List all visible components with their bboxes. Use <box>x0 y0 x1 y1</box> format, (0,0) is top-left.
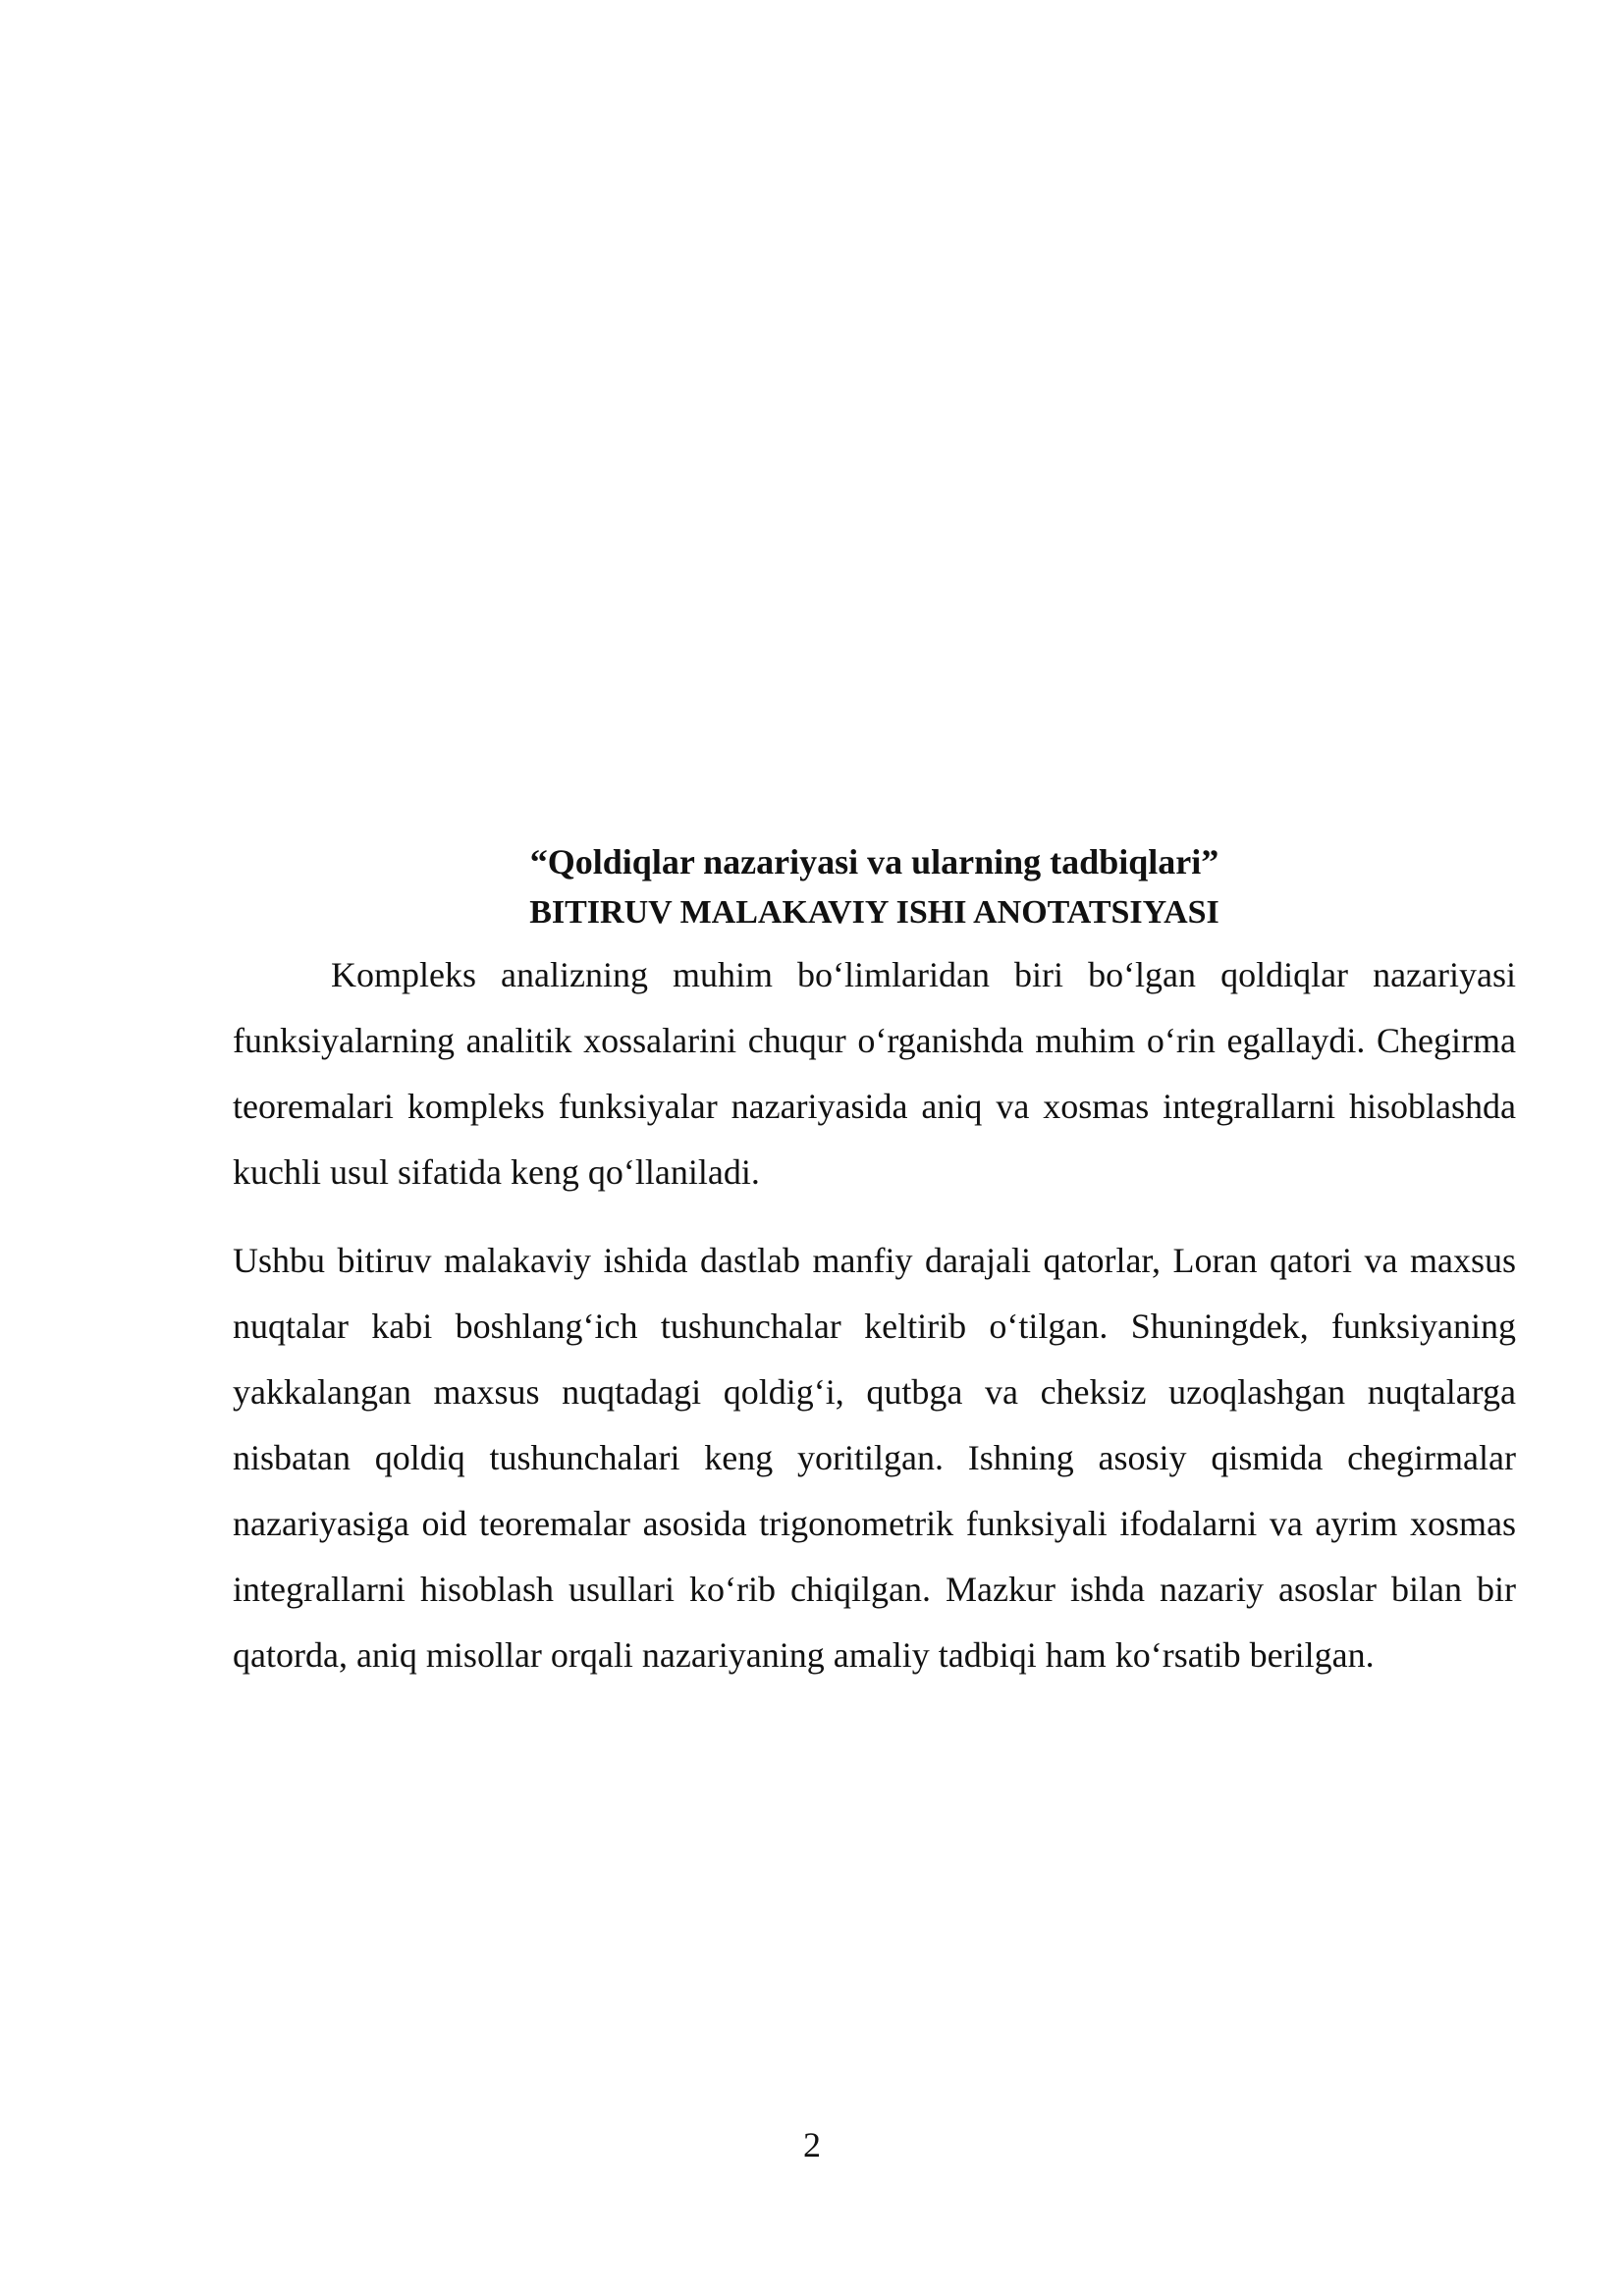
paragraph-1: Kompleks analizning muhim bo‘limlaridan biri bo‘lgan qoldiqlar nazariyasi funksiyalarning analitik xossalarini chuqur o‘rganishda muhim o‘rin egallaydi. Chegirma teoremalari kompleks funksiyalar nazariyasida aniq va xosmas integrallarni hisoblashda kuchli usul sifatida keng qo‘llaniladi. <box>233 955 1516 1192</box>
paragraph-2: Ushbu bitiruv malakaviy ishida dastlab manfiy darajali qatorlar, Loran qatori va maxsus nuqtalar kabi boshlang‘ich tushunchalar keltirib o‘tilgan. Shuningdek, funksiyaning yakkalangan maxsus nuqtadagi qoldig‘i, qutbga va cheksiz uzoqlashgan nuqtalarga nisbatan qoldiq tushunchalari keng yoritilgan. Ishning asosiy qismida chegirmalar nazariyasiga oid teoremalar asosida trigonometrik funksiyali ifodalarni va ayrim xosmas integrallarni hisoblash usullari ko‘rib chiqilgan. Mazkur ishda nazariy asoslar bilan bir qatorda, aniq misollar orqali nazariyaning amaliy tadbiqi ham ko‘rsatib berilgan. <box>233 1241 1516 1675</box>
page-number: 2 <box>803 2125 821 2164</box>
document-body <box>233 836 1516 1688</box>
document-title: “Qoldiqlar nazariyasi va ularning tadbiqlari” <box>529 842 1219 881</box>
document-subtitle: BITIRUV MALAKAVIY ISHI ANOTATSIYASI <box>529 894 1219 931</box>
